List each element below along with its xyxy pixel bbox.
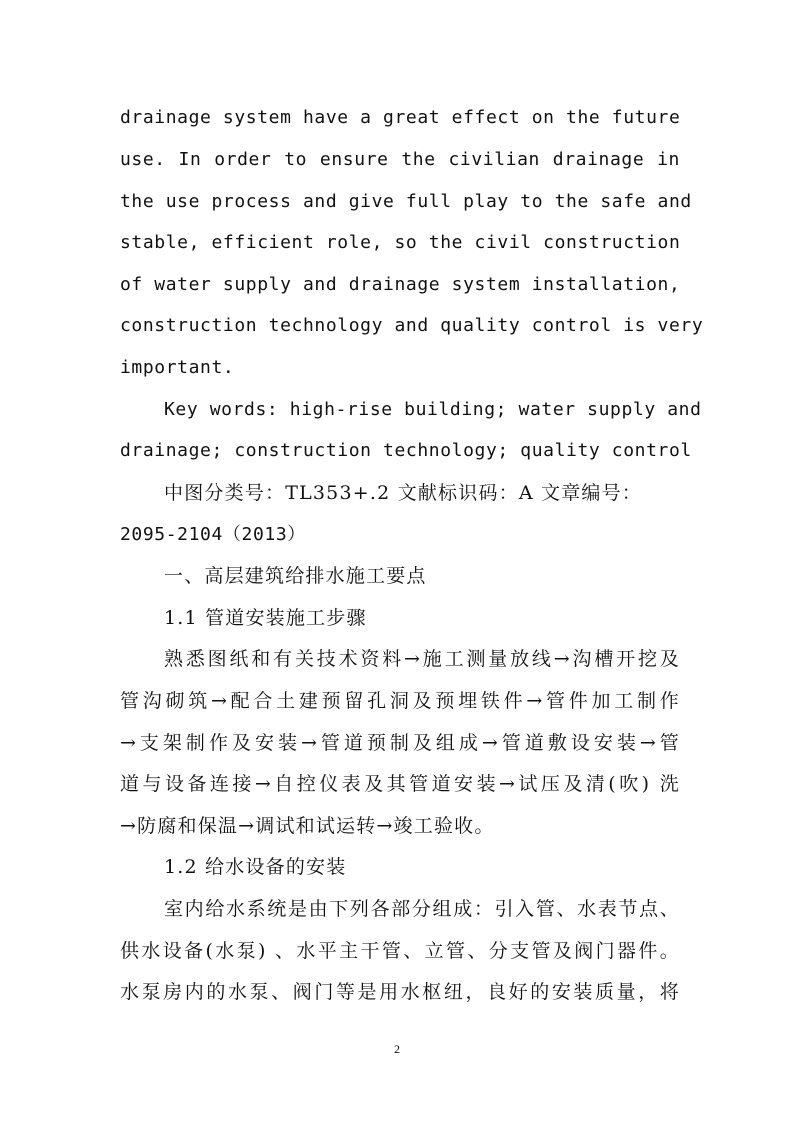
paragraph-line: 室内给水系统是由下列各部分组成：引入管、水表节点、	[164, 898, 680, 920]
page-number: 2	[394, 1042, 400, 1056]
paragraph-line: 管沟砌筑→配合土建预留孔洞及预埋铁件→管件加工制作	[120, 690, 680, 712]
classification-line: 中图分类号：TL353+.2 文献标识码：A 文章编号：	[164, 482, 643, 504]
paragraph-line: →支架制作及安装→管道预制及组成→管道敷设安装→管	[120, 732, 680, 754]
paragraph-line: 供水设备(水泵) 、水平主干管、立管、分支管及阀门器件。	[120, 940, 680, 962]
paragraph-line: 水泵房内的水泵、阀门等是用水枢纽，良好的安装质量，将	[120, 981, 680, 1003]
abstract-line-last: important.	[120, 357, 235, 378]
keywords-line-continued: drainage; construction technology; quality control	[120, 440, 692, 461]
abstract-line: of water supply and drainage system installation,	[120, 274, 681, 295]
paragraph-line: 道与设备连接→自控仪表及其管道安装→试压及清(吹) 洗	[120, 773, 680, 795]
subsection-heading: 1.2 给水设备的安装	[164, 856, 347, 878]
subsection-heading: 1.1 管道安装施工步骤	[164, 607, 367, 629]
abstract-line: stable, efficient role, so the civil construction	[120, 232, 681, 253]
abstract-line: construction technology and quality control is very	[120, 315, 704, 336]
abstract-line: the use process and give full play to the safe and	[120, 191, 692, 212]
classification-line-continued: 2095-2104（2013）	[120, 524, 306, 545]
paragraph-line: 熟悉图纸和有关技术资料→施工测量放线→沟槽开挖及	[164, 648, 680, 670]
section-heading: 一、高层建筑给排水施工要点	[164, 565, 427, 587]
abstract-line: drainage system have a great effect on the future	[120, 107, 681, 128]
keywords-line: Key words: high-rise building; water supply and	[164, 399, 702, 420]
paragraph-line-last: →防腐和保温→调试和试运转→竣工验收。	[120, 815, 495, 837]
abstract-line: use. In order to ensure the civilian drainage in	[120, 149, 680, 170]
